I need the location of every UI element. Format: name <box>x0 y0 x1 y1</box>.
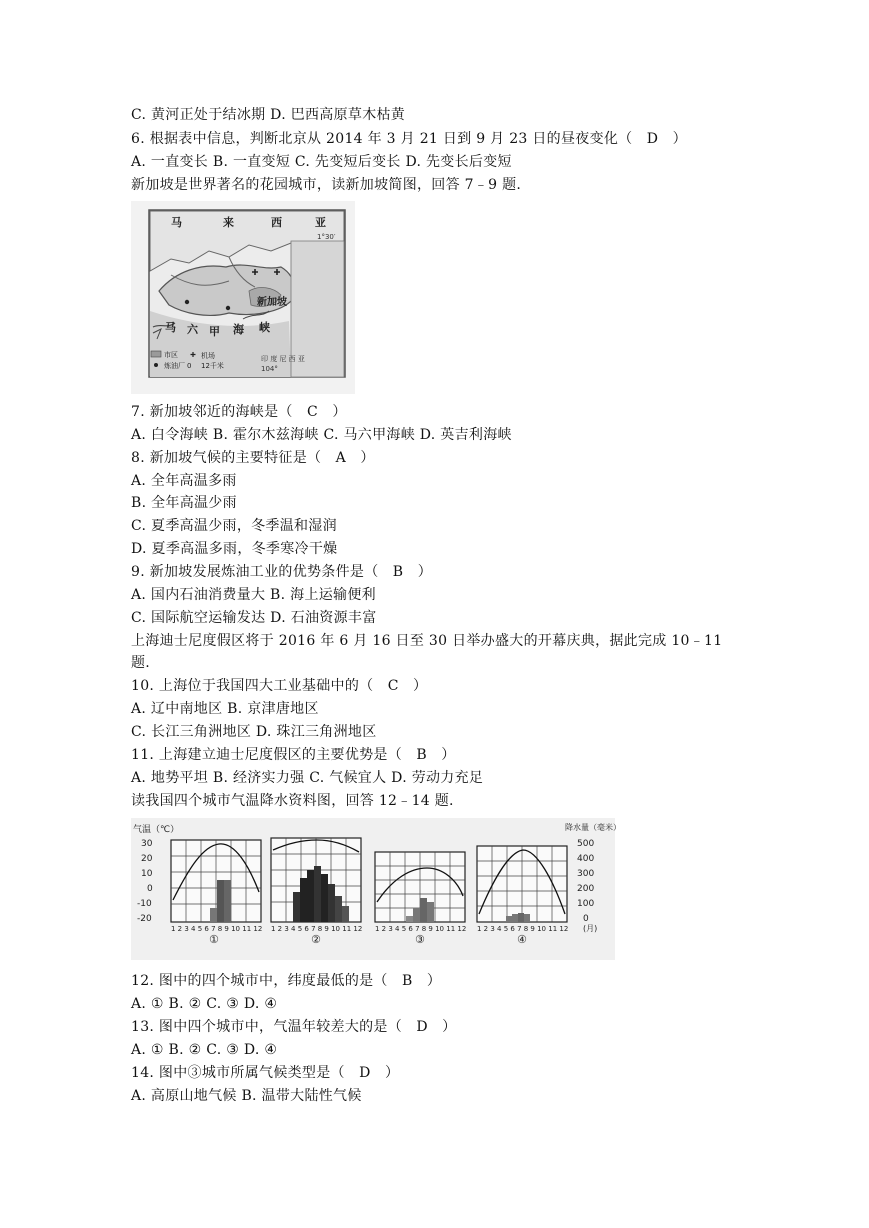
lon-label: 104° <box>261 365 278 373</box>
question-11: 11. 上海建立迪士尼度假区的主要优势是（ B ） <box>131 747 456 763</box>
options-11: A. 地势平坦 B. 经济实力强 C. 气候宜人 D. 劳动力充足 <box>131 770 484 786</box>
intro-12-14: 读我国四个城市气温降水资料图，回答 12﹣14 题. <box>131 793 454 809</box>
options-7: A. 白令海峡 B. 霍尔木兹海峡 C. 马六甲海峡 D. 英吉利海峡 <box>131 427 512 443</box>
strait-char: 海 <box>233 323 244 336</box>
svg-text:炼油厂: 炼油厂 <box>164 362 185 370</box>
svg-text:1 2 3 4 5 6 7 8 9 10 11 12: 1 2 3 4 5 6 7 8 9 10 11 12 <box>271 925 363 933</box>
climate-panel-3 <box>375 852 466 946</box>
map-title-char: 亚 <box>315 216 326 229</box>
options-10-ab: A. 辽中南地区 B. 京津唐地区 <box>131 701 319 717</box>
precip-tick: 100 <box>577 899 595 909</box>
options-13: A. ① B. ② C. ③ D. ④ <box>131 1042 278 1058</box>
temp-tick: -10 <box>137 899 152 909</box>
option-8b: B. 全年高温少雨 <box>131 495 237 511</box>
precip-tick: 500 <box>577 839 595 849</box>
question-14: 14. 图中③城市所属气候类型是（ D ） <box>131 1065 400 1081</box>
intro-7-9: 新加坡是世界著名的花园城市，读新加坡简图，回答 7﹣9 题. <box>131 177 522 193</box>
temp-tick: 0 <box>147 884 153 894</box>
option-8a: A. 全年高温多雨 <box>131 473 237 489</box>
map-title-char: 来 <box>223 216 234 229</box>
precip-tick: 0 <box>583 914 589 924</box>
temp-tick: -20 <box>137 914 152 924</box>
temp-tick: 30 <box>141 839 153 849</box>
svg-text:0: 0 <box>187 362 192 370</box>
precip-axis-label: 降水量（毫米） <box>565 823 621 832</box>
intro-10-11: 上海迪士尼度假区将于 2016 年 6 月 16 日至 30 日举办盛大的开幕庆典，据此完成 10﹣11 <box>131 633 723 649</box>
question-13: 13. 图中四个城市中，气温年较差大的是（ D ） <box>131 1019 457 1035</box>
svg-text:机场: 机场 <box>201 352 215 360</box>
question-8: 8. 新加坡气候的主要特征是（ A ） <box>131 450 375 466</box>
precip-tick: 400 <box>577 854 595 864</box>
panel-label: ④ <box>517 933 527 946</box>
precip-tick: 200 <box>577 884 595 894</box>
question-10: 10. 上海位于我国四大工业基础中的（ C ） <box>131 678 428 694</box>
panel-label: ③ <box>415 933 425 946</box>
panel-label: ② <box>311 933 321 946</box>
option-8d: D. 夏季高温多雨，冬季寒冷干燥 <box>131 541 338 557</box>
options-9-cd: C. 国际航空运输发达 D. 石油资源丰富 <box>131 610 377 626</box>
precip-tick: 300 <box>577 869 595 879</box>
climate-charts <box>131 818 621 960</box>
temp-axis-label: 气温（℃） <box>133 825 180 835</box>
options-6: A. 一直变长 B. 一直变短 C. 先变短后变长 D. 先变长后变短 <box>131 154 512 170</box>
options-9-ab: A. 国内石油消费量大 B. 海上运输便利 <box>131 587 376 603</box>
options-10-cd: C. 长江三角洲地区 D. 珠江三角洲地区 <box>131 724 377 740</box>
question-6: 6. 根据表中信息，判断北京从 2014 年 3 月 21 日到 9 月 23 日的昼夜变化（ D ） <box>131 131 687 147</box>
svg-text:1 2 3 4 5 6 7 8 9 10 11 12: 1 2 3 4 5 6 7 8 9 10 11 12 <box>375 925 467 933</box>
text-line: C. 黄河正处于结冰期 D. 巴西高原草木枯黄 <box>131 107 406 123</box>
options-12: A. ① B. ② C. ③ D. ④ <box>131 996 278 1012</box>
question-12: 12. 图中的四个城市中，纬度最低的是（ B ） <box>131 973 442 989</box>
strait-char: 马 <box>165 321 176 334</box>
temp-tick: 20 <box>141 854 153 864</box>
strait-char: 峡 <box>259 321 270 334</box>
question-9: 9. 新加坡发展炼油工业的优势条件是（ B ） <box>131 564 432 580</box>
svg-text:(月): (月) <box>583 924 598 933</box>
climate-panel-1 <box>171 840 262 946</box>
map-title-char: 西 <box>271 216 282 229</box>
svg-text:12千米: 12千米 <box>201 362 224 370</box>
map-title-char: 马 <box>171 216 182 229</box>
panel-label: ① <box>209 933 219 946</box>
lat-label: 1°30′ <box>317 233 336 241</box>
intro-10-11-cont: 题. <box>131 655 151 671</box>
svg-text:1 2 3 4 5 6 7 8 9 10 11 12: 1 2 3 4 5 6 7 8 9 10 11 12 <box>171 925 263 933</box>
options-14: A. 高原山地气候 B. 温带大陆性气候 <box>131 1088 362 1104</box>
svg-text:1 2 3 4 5 6 7 8 9 10 11 12: 1 2 3 4 5 6 7 8 9 10 11 12 <box>477 925 569 933</box>
option-8c: C. 夏季高温少雨，冬季温和湿润 <box>131 518 337 534</box>
indonesia-label: 印 度 尼 西 亚 <box>261 355 305 363</box>
question-7: 7. 新加坡邻近的海峡是（ C ） <box>131 404 347 420</box>
strait-char: 甲 <box>209 325 220 338</box>
singapore-map <box>131 201 355 394</box>
climate-panel-2 <box>271 838 362 946</box>
singapore-label: 新加坡 <box>257 297 287 308</box>
strait-char: 六 <box>187 323 198 336</box>
temp-tick: 10 <box>141 869 153 879</box>
svg-text:市区: 市区 <box>164 351 178 359</box>
